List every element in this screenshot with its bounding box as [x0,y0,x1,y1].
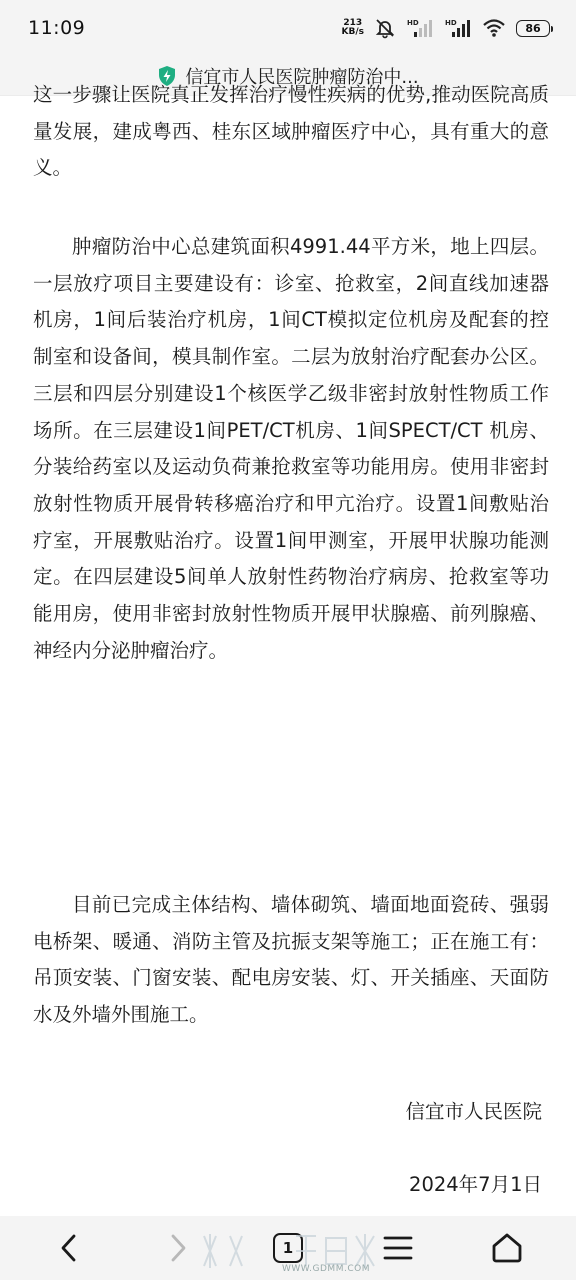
chevron-left-icon [58,1233,80,1263]
signature-organization: 信宜市人民医院 [405,1100,542,1123]
home-icon [490,1232,524,1264]
home-button[interactable] [477,1220,537,1276]
signal-2-icon [444,18,472,38]
article-paragraph: 这一步骤让医院真正发挥治疗慢性疾病的优势,推动医院高质量发展，建成粤西、桂东区域肿瘤医疗中心，具有重大的意义。 [33,83,549,180]
wifi-icon [482,18,506,38]
hd-label-2: HD [445,19,457,27]
mute-bell-icon [374,18,396,38]
chevron-right-icon [167,1233,189,1263]
network-speed-value: 213 [343,18,363,28]
hd-label-1: HD [407,19,419,27]
hamburger-menu-icon [383,1235,413,1261]
battery-icon: 86 [516,20,550,37]
status-time: 11:09 [28,17,86,39]
back-button[interactable] [39,1220,99,1276]
network-speed [342,19,364,37]
signature-date: 2024年7月1日 [409,1173,542,1196]
tab-count: 1 [273,1233,303,1263]
signal-1-icon [406,18,434,38]
page-title: 信宜市人民医院肿瘤防治中... [185,66,419,88]
status-icons [342,18,550,38]
menu-button[interactable] [368,1220,428,1276]
watermark-url: WWW.GDMM.COM [282,1264,370,1274]
article-content [0,83,576,1216]
status-bar [0,0,576,56]
forward-button[interactable] [148,1220,208,1276]
network-speed-unit: KB/s [341,27,364,37]
article-paragraph: 目前已完成主体结构、墙体砌筑、墙面地面瓷砖、强弱电桥架、暖通、消防主管及抗振支架等施工；正在施工有：吊顶安装、门窗安装、配电房安装、灯、开关插座、天面防水及外墙外围施工。 [33,893,549,1027]
article-paragraph: 肿瘤防治中心总建筑面积4991.44平方米，地上四层。一层放疗项目主要建设有：诊室、抢救室，2间直线加速器机房，1间后装治疗机房，1间CT模拟定位机房及配套的控制室和设备间，模具制作室。二层为放射治疗配套办公区。三层和四层分别建设1个核医学乙级非密封放射性物质工作场所。在三层建设1间PET/CT机房、1间SPECT/CT 机房、分装给药室以及运动负荷兼抢救室等功能用房。使用非密封放射性物质开展骨转移癌治疗和甲亢治疗。设置1间敷贴治疗室，开展敷贴治疗。设置1间甲测室，开展甲状腺功能测定。在四层建设5间单人放射性药物治疗病房、抢救室等功能用房，使用非密封放射性物质开展甲状腺癌、前列腺癌、神经内分泌肿瘤治疗。 [33,235,549,662]
